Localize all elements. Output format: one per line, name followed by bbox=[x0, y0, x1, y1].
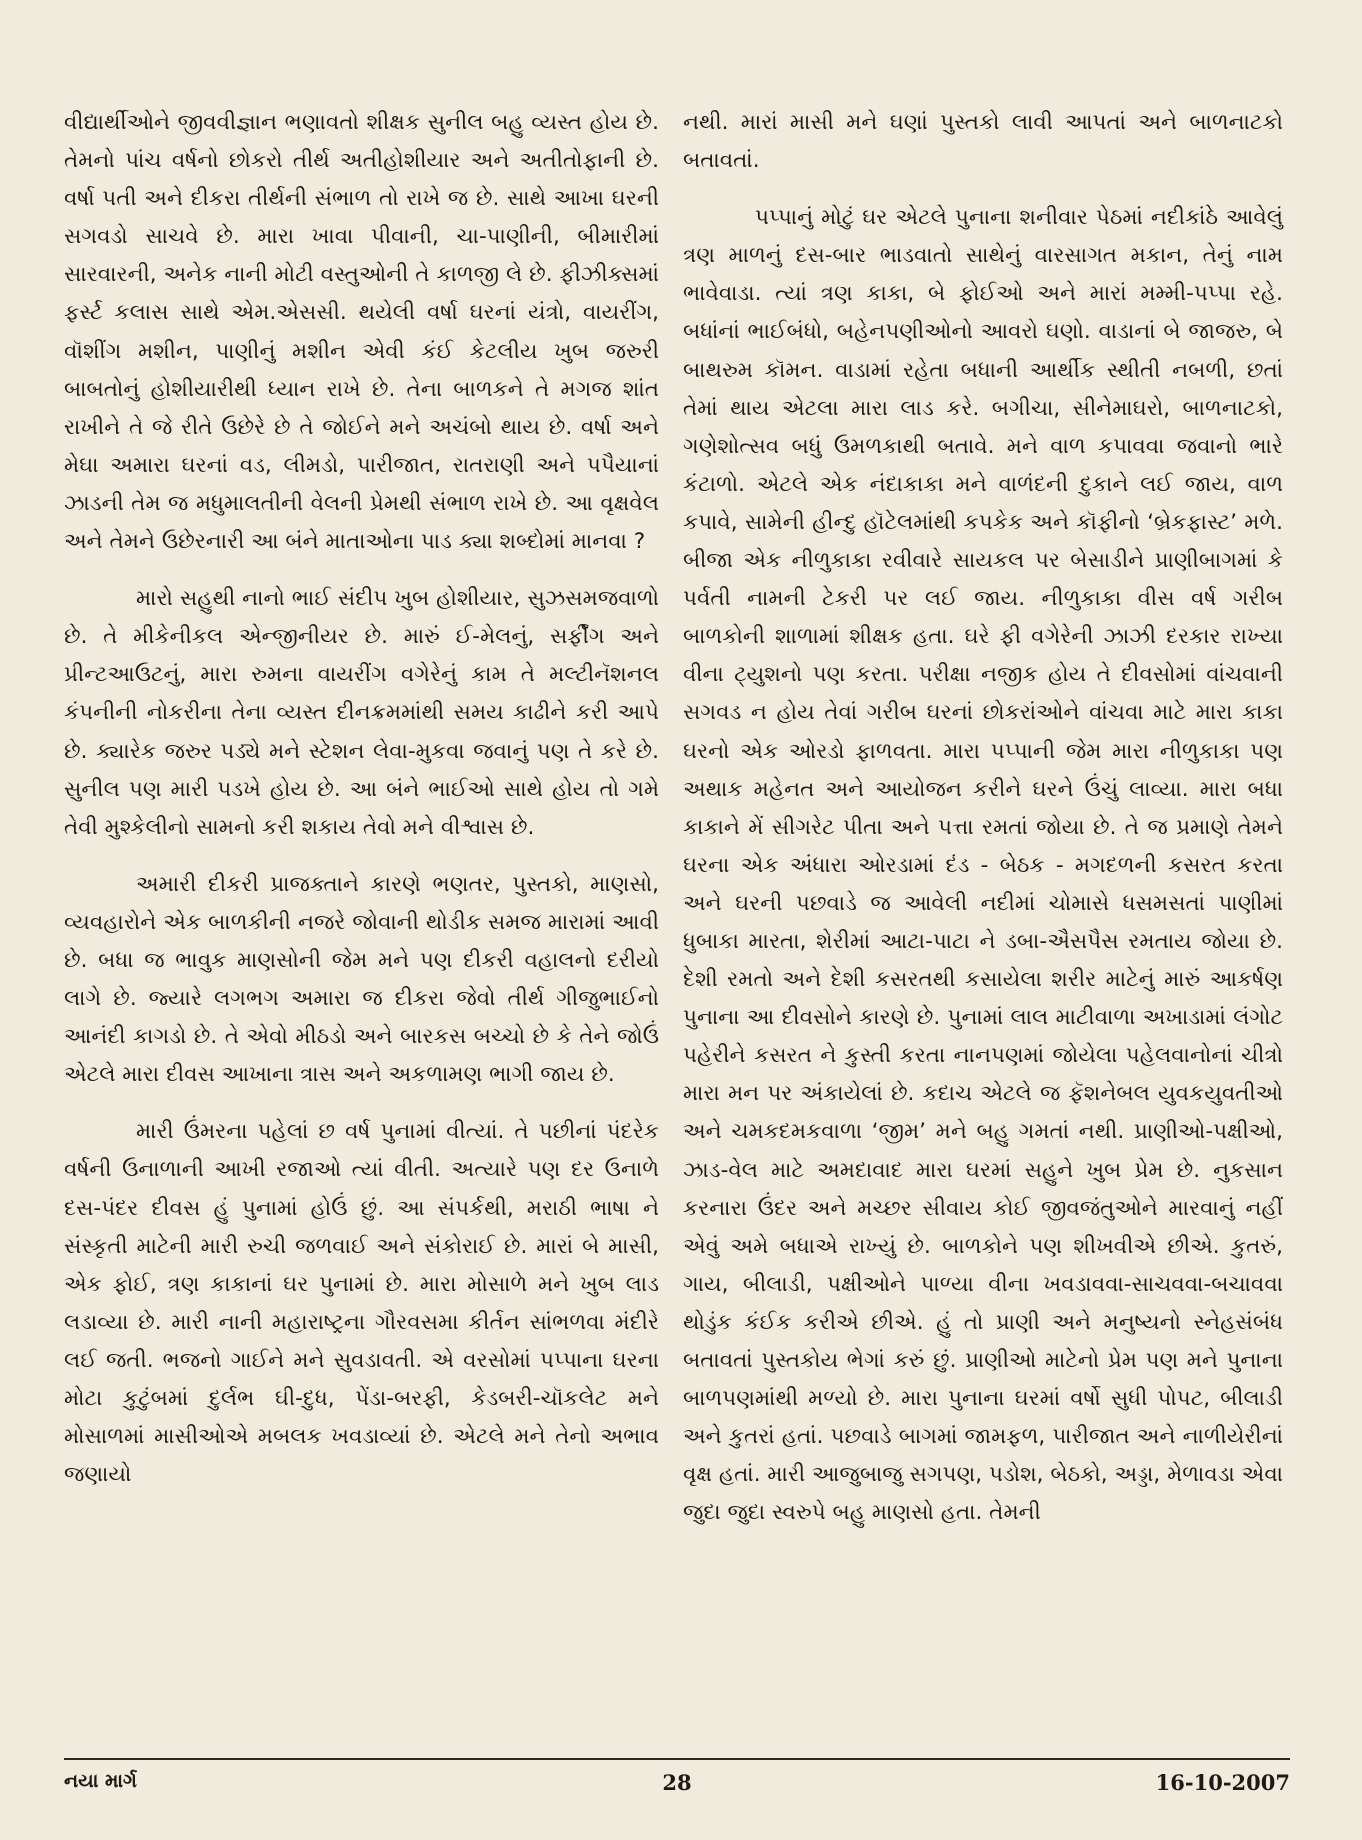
magazine-name: નયા માર્ગ bbox=[64, 1770, 137, 1792]
left-paragraph-3: અમારી દીકરી પ્રાજક્તાને કારણે ભણતર, પુસ્તકો, માણસો, વ્યવહારોને એક બાળકીની નજરે જોવાની થોડીક સમજ મારામાં આવી છે. બધા જ ભાવુક માણસોની જેમ મને પણ દીકરી વહાલનો દરીયો લાગે છે. જ્યારે લગભગ અમારા જ દીકરા જેવો તીર્થ ગીજુભાઈનો આનંદી કાગડો છે. તે એવો મીઠડો અને બારકસ બચ્ચો છે કે તેને જોઉં એટલે મારા દીવસ આખાના ત્રાસ અને અકળામણ ભાગી જાય છે. bbox=[64, 871, 659, 1088]
right-paragraph-1: નથી. મારાં માસી મને ઘણાં પુસ્તકો લાવી આપતાં અને બાળનાટકો બતાવતાં. bbox=[683, 110, 1283, 174]
right-paragraph-2: પપ્પાનું મોટું ઘર એટલે પુનાના શનીવાર પેઠમાં નદીકાંઠે આવેલું ત્રણ માળનું દસ-બાર ભાડવાતો સાથેનું વારસાગત મકાન, તેનું નામ ભાવેવાડા. ત્યાં ત્રણ કાકા, બે ફોઈઓ અને મારાં મમ્મી-પપ્પા રહે. બધાંનાં ભાઈબંધો, બહેનપણીઓનો આવરો ઘણો. વાડાનાં બે જાજરુ, બે બાથરુમ કૉમન. વાડામાં રહેતા બધાની આર્થીક સ્થીતી નબળી, છતાં તેમાં થાય એટલા મારા લાડ કરે. બગીચા, સીનેમાઘરો, બાળનાટકો, ગણેશોત્સવ બધું ઉમળકાથી બતાવે. મને વાળ કપાવવા જવાનો ભારે કંટાળો. એટલે એક નંદાકાકા મને વાળંદની દુકાને લઈ જાય, વાળ કપાવે, સામેની હીન્દુ હૉટેલમાંથી કપકેક અને કૉફીનો ‘બ્રેકફાસ્ટ’ મળે. બીજા એક નીળુકાકા રવીવારે સાયકલ પર બેસાડીને પ્રાણીબાગમાં કે પર્વતી નામની ટેકરી પર લઈ જાય. નીળુકાકા વીસ વર્ષ ગરીબ બાળકોની શાળામાં શીક્ષક હતા. ઘરે ફી વગેરેની ઝાઝી દરકાર રાખ્યા વીના ટ્યુશનો પણ કરતા. પરીક્ષા નજીક હોય તે દીવસોમાં વાંચવાની સગવડ ન હોય તેવાં ગરીબ ઘરનાં છોકરાંઓને વાંચવા માટે મારા કાકા ઘરનો એક ઓરડો ફાળવતા. મારા પપ્પાની જેમ મારા નીળુકાકા પણ અથાક મહેનત અને આયોજન કરીને ઘરને ઉંચું લાવ્યા. મારા બધા કાકાને મેં સીગરેટ પીતા અને પત્તા રમતાં જોયા છે. તે જ પ્રમાણે તેમને ઘરના એક અંધારા ઓરડામાં દંડ - બેઠક - મગદળની કસરત કરતા અને ઘરની પછવાડે જ આવેલી નદીમાં ચોમાસે ધસમસતાં પાણીમાં ધુબાકા મારતા, શેરીમાં આટા-પાટા ને ડબા-ઐસપૈસ રમતાય જોયા છે. દેશી રમતો અને દેશી કસરતથી કસાયેલા શરીર માટેનું મારું આકર્ષણ પુનાના આ દીવસોને કારણે છે. પુનામાં લાલ માટીવાળા અખાડામાં લંગોટ પહેરીને કસરત ને કુસ્તી કરતા નાનપણમાં જોયેલા પહેલવાનોનાં ચીત્રો મારા મન પર અંકાયેલાં છે. કદાચ એટલે જ ફૅશનેબલ યુવકયુવતીઓ અને ચમકદમકવાળા ‘જીમ’ મને બહુ ગમતાં નથી. પ્રાણીઓ-પક્ષીઓ, ઝાડ-વેલ માટે અમદાવાદ મારા ઘરમાં સહુને ખુબ પ્રેમ છે. નુકસાન કરનારા ઉંદર અને મચ્છર સીવાય કોઈ જીવજંતુઓને મારવાનું નહીં એવું અમે બધાએ રાખ્યું છે. બાળકોને પણ શીખવીએ છીએ. કુતરું, ગાય, બીલાડી, પક્ષીઓને પાળ્યા વીના ખવડાવવા-સાચવવા-બચાવવા થોડુંક કંઈક કરીએ છીએ. હું તો પ્રાણી અને મનુષ્યનો સ્નેહસંબંધ બતાવતાં પુસ્તકોય ભેગાં કરું છું. પ્રાણીઓ માટેનો પ્રેમ પણ મને પુનાના બાળપણમાંથી મળ્યો છે. મારા પુનાના ઘરમાં વર્ષો સુધી પોપટ, બીલાડી અને કુતરાં હતાં. પછવાડે બાગમાં જામફળ, પારીજાત અને નાળીયેરીનાં વૃક્ષ હતાં. મારી આજુબાજુ સગપણ, પડોશ, બેઠકો, અડ્ડા, મેળાવડા એવા જુદા જુદા સ્વરુપે બહુ માણસો હતા. તેમની bbox=[683, 205, 1283, 1526]
left-paragraph-2: મારો સહુથી નાનો ભાઈ સંદીપ ખુબ હોશીયાર, સુઝસમજવાળો છે. તે મીકેનીકલ એન્જીનીયર છે. મારું ઈ-મેલનું, સર્ફીંગ અને પ્રીન્ટઆઉટનું, મારા રુમના વાયરીંગ વગેરેનું કામ તે મલ્ટીનૅશનલ કંપનીની નોકરીના તેના વ્યસ્ત દીનક્રમમાંથી સમય કાઢીને કરી આપે છે. ક્યારેક જરુર પડ્યે મને સ્ટેશન લેવા-મુકવા જવાનું પણ તે કરે છે. સુનીલ પણ મારી પડખે હોય છે. આ બંને ભાઈઓ સાથે હોય તો ગમે તેવી મુશ્કેલીનો સામનો કરી શકાય તેવો મને વીશ્વાસ છે. bbox=[64, 586, 659, 840]
left-paragraph-1: વીદ્યાર્થીઓને જીવવીજ્ઞાન ભણાવતો શીક્ષક સુનીલ બહુ વ્યસ્ત હોય છે. તેમનો પાંચ વર્ષનો છોકરો તીર્થ અતીહોશીયાર અને અતીતોફાની છે. વર્ષા પતી અને દીકરા તીર્થની સંભાળ તો રાખે જ છે. સાથે આખા ઘરની સગવડો સાચવે છે. મારા ખાવા પીવાની, ચા-પાણીની, બીમારીમાં સારવારની, અનેક નાની મોટી વસ્તુઓની તે કાળજી લે છે. ફીઝીક્સમાં ફર્સ્ટ કલાસ સાથે એમ.એસસી. થયેલી વર્ષા ઘરનાં યંત્રો, વાયરીંગ, વૉશીંગ મશીન, પાણીનું મશીન એવી કંઈ કેટલીય ખુબ જરુરી બાબતોનું હોશીયારીથી ધ્યાન રાખે છે. તેના બાળકને તે મગજ શાંત રાખીને તે જે રીતે ઉછેરે છે તે જોઈને મને અચંબો થાય છે. વર્ષા અને મેઘા અમારા ઘરનાં વડ, લીમડો, પારીજાત, રાતરાણી અને પપૈયાનાં ઝાડની તેમ જ મધુમાલતીની વેલની પ્રેમથી સંભાળ રાખે છે. આ વૃક્ષવેલ અને તેમને ઉછેરનારી આ બંને માતાઓના પાડ ક્યા શબ્દોમાં માનવા ? bbox=[64, 110, 659, 555]
right-column bbox=[683, 104, 1283, 1532]
issue-date: 16-10-2007 bbox=[1155, 1770, 1290, 1795]
left-paragraph-4: મારી ઉંમરના પહેલાં છ વર્ષ પુનામાં વીત્યાં. તે પછીનાં પંદરેક વર્ષની ઉનાળાની આખી રજાઓ ત્યાં વીતી. અત્યારે પણ દર ઉનાળે દસ-પંદર દીવસ હું પુનામાં હોઉં છું. આ સંપર્કથી, મરાઠી ભાષા ને સંસ્કૃતી માટેની મારી રુચી જળવાઈ અને સંકોરાઈ છે. મારાં બે માસી, એક ફોઈ, ત્રણ કાકાનાં ઘર પુનામાં છે. મારા મોસાળે મને ખુબ લાડ લડાવ્યા છે. મારી નાની મહારાષ્ટ્રના ગૌરવસમા કીર્તન સાંભળવા મંદીરે લઈ જતી. ભજનો ગાઈને મને સુવડાવતી. એ વરસોમાં પપ્પાના ઘરના મોટા કુટુંબમાં દુર્લભ ઘી-દુધ, પેંડા-બરફી, કેડબરી-ચૉકલેટ મને મોસાળમાં માસીઓએ મબલક ખવડાવ્યાં છે. એટલે મને તેનો અભાવ જણાયો bbox=[64, 1119, 659, 1488]
page-number: 28 bbox=[662, 1770, 692, 1795]
page-footer bbox=[64, 1758, 1290, 1800]
left-column bbox=[64, 104, 659, 1494]
